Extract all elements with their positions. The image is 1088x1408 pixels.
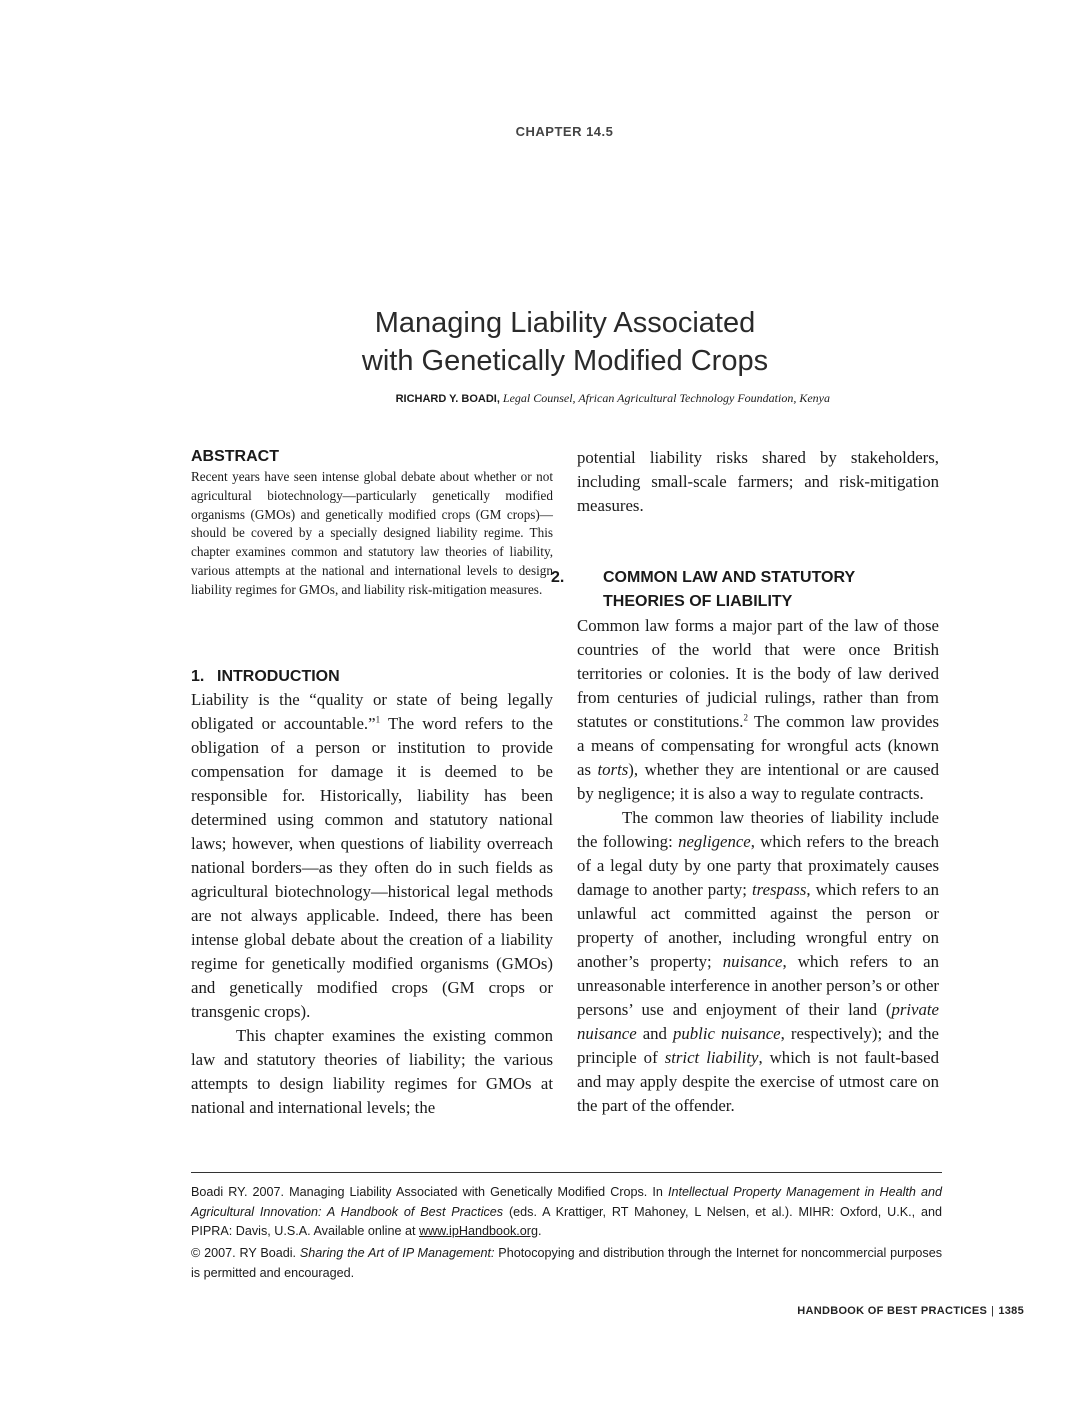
cl-p2-text-b: , which refers to the breach of a legal duty by one party that proximately causes damage to another party; [577, 832, 939, 899]
cl-p1-text-b: The common law provides a means of compensating for wrongful acts (known as [577, 712, 939, 779]
handbook-link[interactable]: www.ipHandbook.org [418, 1224, 538, 1238]
cl-p2-text-d: , which refers to an unreasonable interference in another person’s or other persons’ use and enjoyment of their land ( [577, 952, 939, 1019]
page-title [290, 304, 840, 380]
copyright-italic: Sharing the Art of IP Management: [299, 1246, 495, 1260]
author-affiliation: Legal Counsel, African Agricultural Technology Foundation, Kenya [502, 391, 830, 405]
cl-p2-text-f: , respectively); and the principle of [577, 1024, 939, 1067]
copyright-text-b: Photocopying and distribution through the Internet for noncommercial purposes is permitted and encouraged. [191, 1246, 942, 1280]
intro-p1-text-b: The word refers to the obligation of a person or institution to provide compensation for damage it is deemed to be responsible for. Historically, liability has been determined using common and statutory national laws; however, when questions of liability overreach national borders—as they often do in such fields as agricultural biotechnology—historical legal methods are not always applicable. Indeed, there has been intense global debate about the creation of a liability regime for genetically modified organisms (GMOs) and genetically modified crops (GM crops or transgenic crops). [191, 713, 553, 1021]
term-public-nuisance: public nuisance [672, 1024, 781, 1043]
term-negligence: negligence [678, 832, 751, 851]
section-1-title: INTRODUCTION [217, 667, 340, 685]
term-private-nuisance: private nuisance [577, 1000, 939, 1043]
footnote-divider [191, 1172, 942, 1173]
left-column [191, 446, 553, 1120]
cl-p2-text-c: , which refers to an unlawful act committed against the person or property of another, including wrongful entry on another’s property; [577, 880, 939, 971]
footnote-ref-1: 1 [375, 713, 381, 724]
cl-p2-text-e: and [636, 1024, 673, 1043]
right-column [551, 446, 939, 1118]
section-2-title: COMMON LAW AND STATUTORY THEORIES OF LIABILITY [603, 569, 855, 610]
citation-text-a: Boadi RY. 2007. Managing Liability Associated with Genetically Modified Crops. In [191, 1185, 668, 1199]
section-1-number: 1. [191, 667, 205, 685]
citation-book-title: Intellectual Property Management in Health and Agricultural Innovation: A Handbook of Best Practices [191, 1185, 942, 1219]
footer-separator: | [991, 1305, 995, 1317]
section-1-heading [191, 666, 553, 688]
intro-continuation: potential liability risks shared by stakeholders, including small-scale farmers; and risk-mitigation measures. [577, 448, 939, 515]
copyright-footnote [191, 1244, 942, 1283]
term-torts: torts [597, 760, 629, 779]
cl-p1-text-c: ), whether they are intentional or are caused by negligence; it is also a way to regulate contracts. [577, 760, 939, 803]
citation-footnote [191, 1183, 942, 1242]
term-strict-liability: strict liability [664, 1048, 759, 1067]
citation-text-b: (eds. A Krattiger, RT Mahoney, L Nelsen, et al.). MIHR: Oxford, U.K., and PIPRA: Davis, U.S.A. Available online at [191, 1204, 942, 1238]
cl-p2-text-a: The common law theories of liability include the following: [577, 808, 939, 851]
copyright-text-a: © 2007. RY Boadi. [191, 1246, 300, 1260]
term-trespass: trespass [752, 880, 807, 899]
footer-book-title: HANDBOOK OF BEST PRACTICES [797, 1305, 988, 1317]
common-law-paragraph-2 [577, 806, 939, 1118]
common-law-paragraph-1 [577, 614, 939, 806]
abstract-heading: ABSTRACT [191, 448, 279, 465]
section-2-heading [551, 566, 939, 614]
page-footer [797, 1305, 1024, 1317]
abstract-text: Recent years have seen intense global debate about whether or not agricultural biotechnology—particularly genetically modified organisms (GMOs) and genetically modified crops (GM crops)—should be covered by a specially designed liability regime. This chapter examines common and statutory law theories of liability, various attempts at the national and international levels to design liability regimes for GMOs, and liability risk-mitigation measures. [191, 469, 553, 597]
intro-paragraph-1 [191, 688, 553, 1024]
cl-p1-text-a: Common law forms a major part of the law of those countries of the world that were once British territories or colonies. It is the body of law derived from centuries of judicial rulings, rather than from statutes or constitutions. [577, 616, 939, 731]
section-2-number: 2. [551, 569, 565, 586]
title-line-2: with Genetically Modified Crops [361, 345, 769, 377]
citation-end: . [537, 1224, 542, 1238]
intro-paragraph-2: This chapter examines the existing common law and statutory theories of liability; the various attempts to design liability regimes for GMOs at national and international levels; the [191, 1025, 553, 1117]
title-line-1: Managing Liability Associated [374, 307, 756, 339]
cl-p2-text-g: , which is not fault-based and may apply despite the exercise of utmost care on the part of the offender. [577, 1048, 939, 1115]
author-line [300, 391, 830, 406]
intro-p1-text-a: Liability is the “quality or state of being legally obligated or accountable.” [191, 689, 553, 733]
footnote-ref-2: 2 [743, 712, 749, 723]
chapter-label: CHAPTER 14.5 [515, 124, 614, 139]
page-number: 1385 [998, 1305, 1024, 1317]
author-name: RICHARD Y. BOADI, [395, 393, 500, 405]
term-nuisance: nuisance [722, 952, 783, 971]
